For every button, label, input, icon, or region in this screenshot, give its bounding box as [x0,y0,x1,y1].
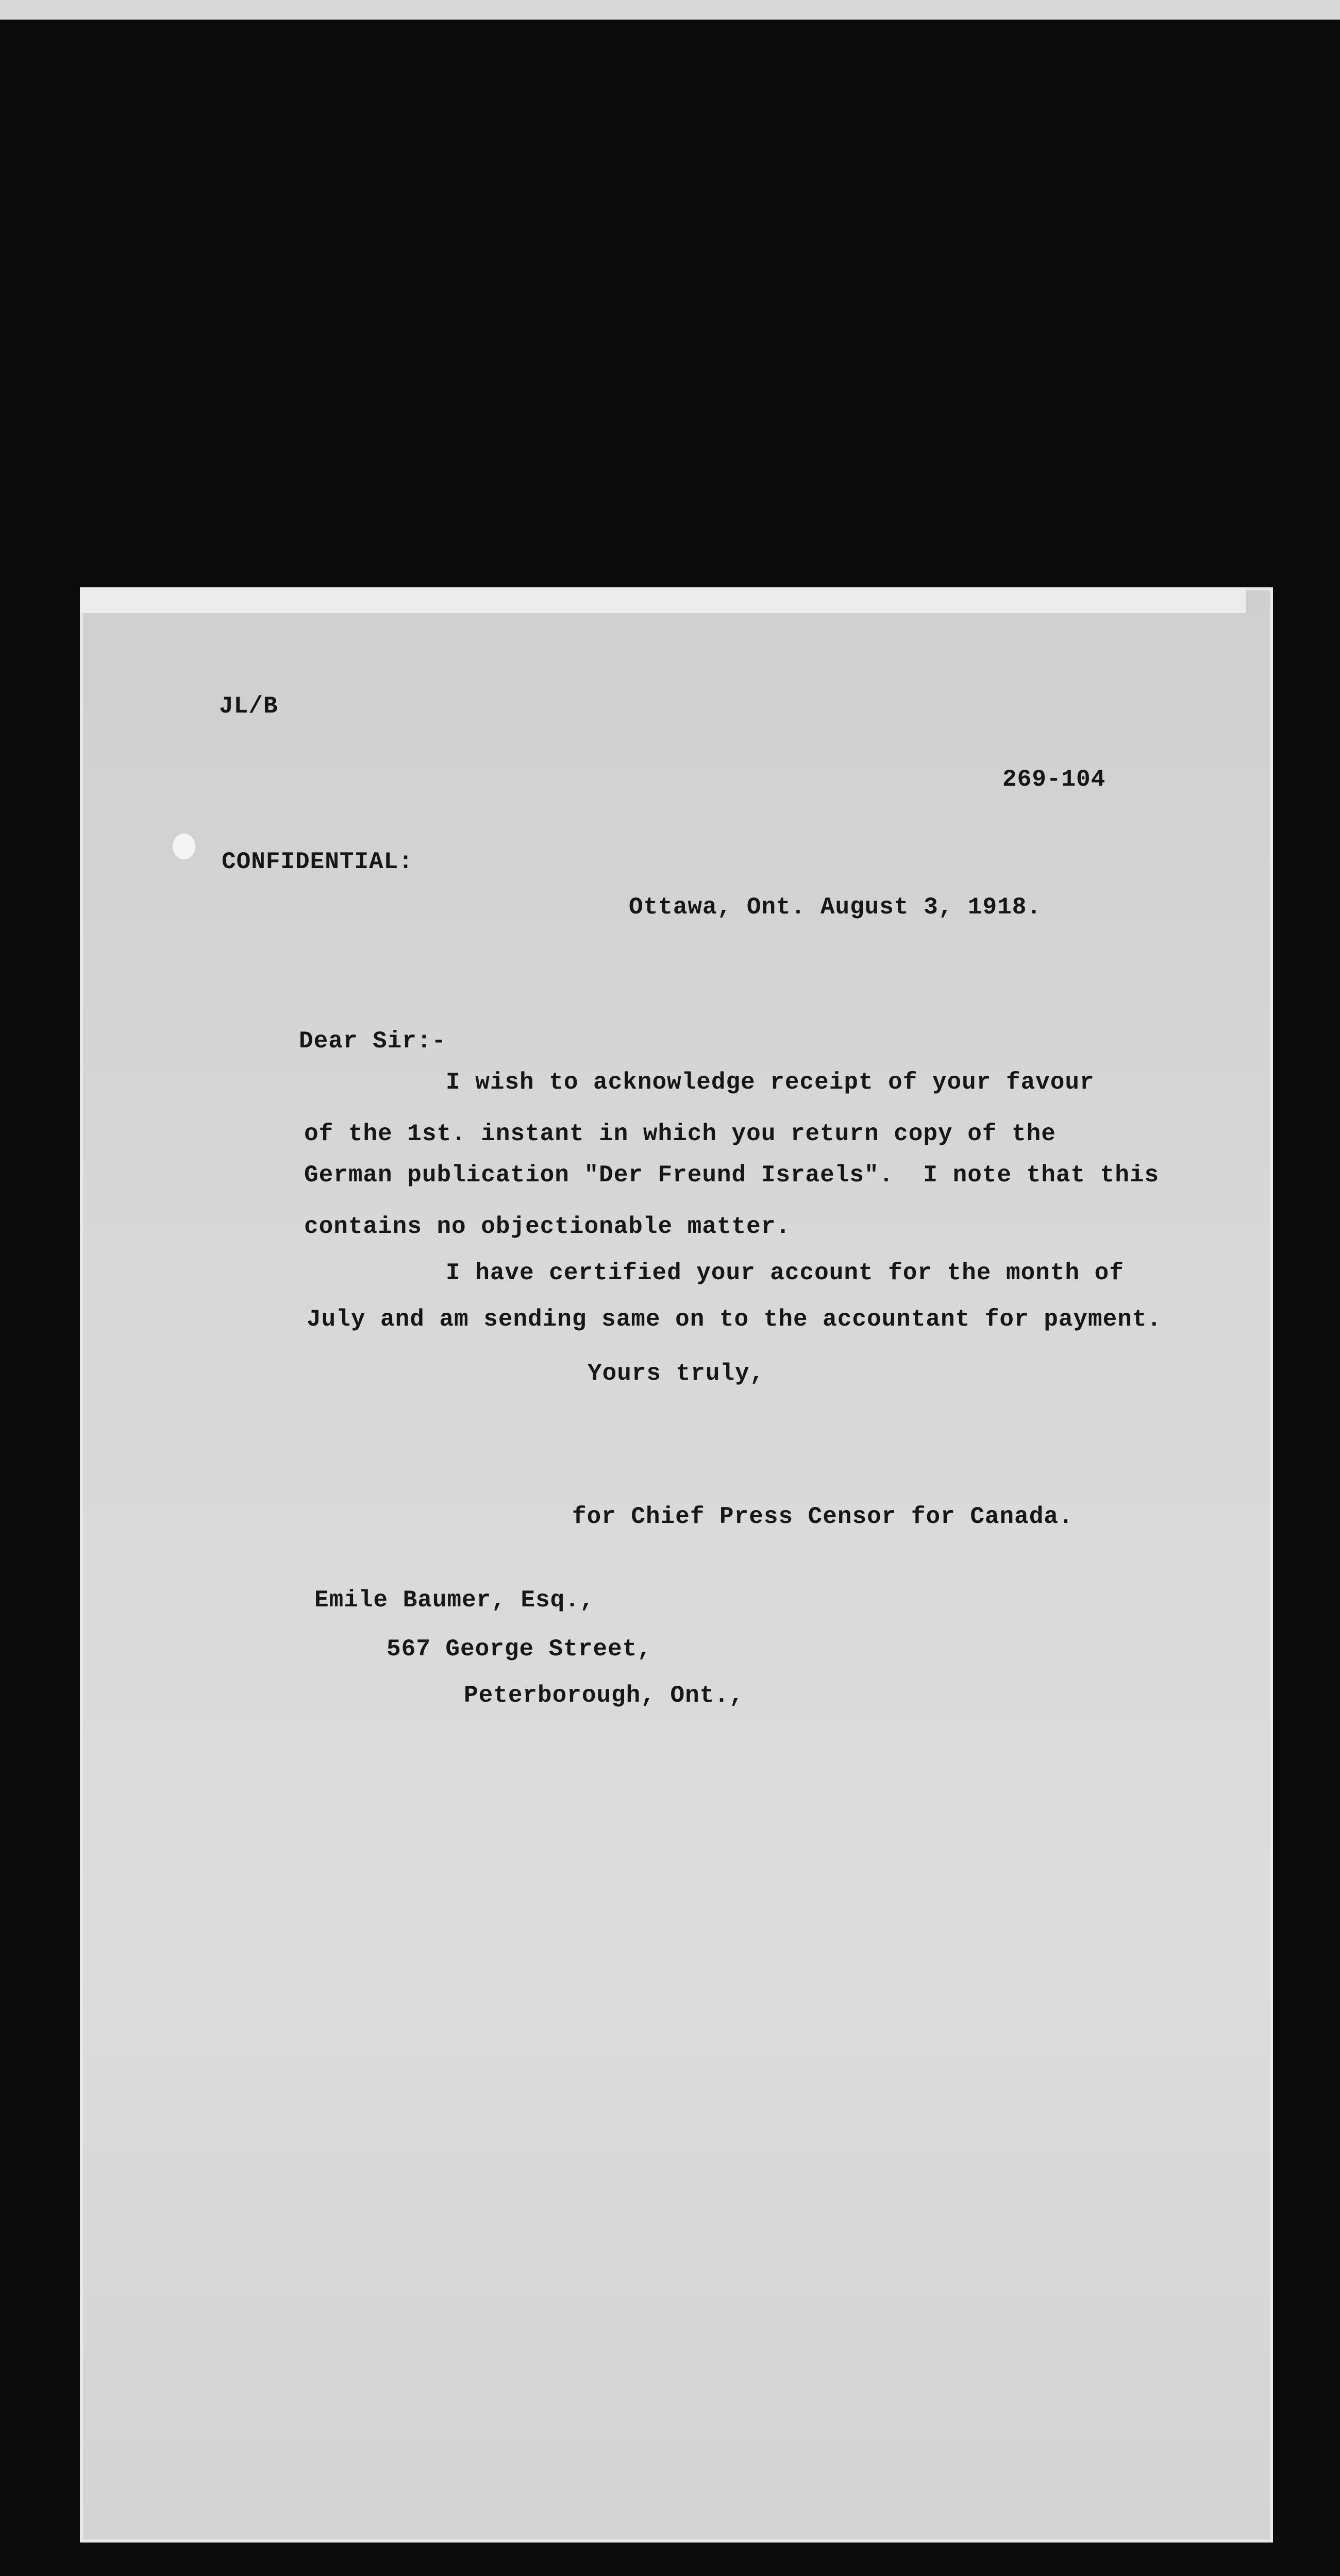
signature-line: for Chief Press Censor for Canada. [572,1503,1074,1530]
recipient-name: Emile Baumer, Esq., [314,1587,595,1614]
body-line: of the 1st. instant in which you return copy of the [304,1121,1056,1147]
body-line: I have certified your account for the month of [446,1260,1124,1286]
file-number: 269-104 [1002,766,1106,793]
page-top-edge [80,587,1246,613]
body-line: contains no objectionable matter. [304,1213,791,1240]
classification: CONFIDENTIAL: [222,849,413,875]
body-line: German publication "Der Freund Israels". I note that this [304,1162,1160,1189]
salutation: Dear Sir:- [299,1028,447,1055]
recipient-city: Peterborough, Ont., [464,1682,744,1709]
punch-hole [173,834,195,859]
letter-page [80,587,1273,2543]
body-line: July and am sending same on to the accountant for payment. [307,1306,1162,1333]
closing: Yours truly, [588,1360,765,1387]
place-date: Ottawa, Ont. August 3, 1918. [629,894,1042,921]
recipient-street: 567 George Street, [387,1636,652,1663]
film-top-strip [0,0,1340,20]
reference-initials: JL/B [219,693,278,720]
body-line: I wish to acknowledge receipt of your favour [446,1069,1095,1096]
